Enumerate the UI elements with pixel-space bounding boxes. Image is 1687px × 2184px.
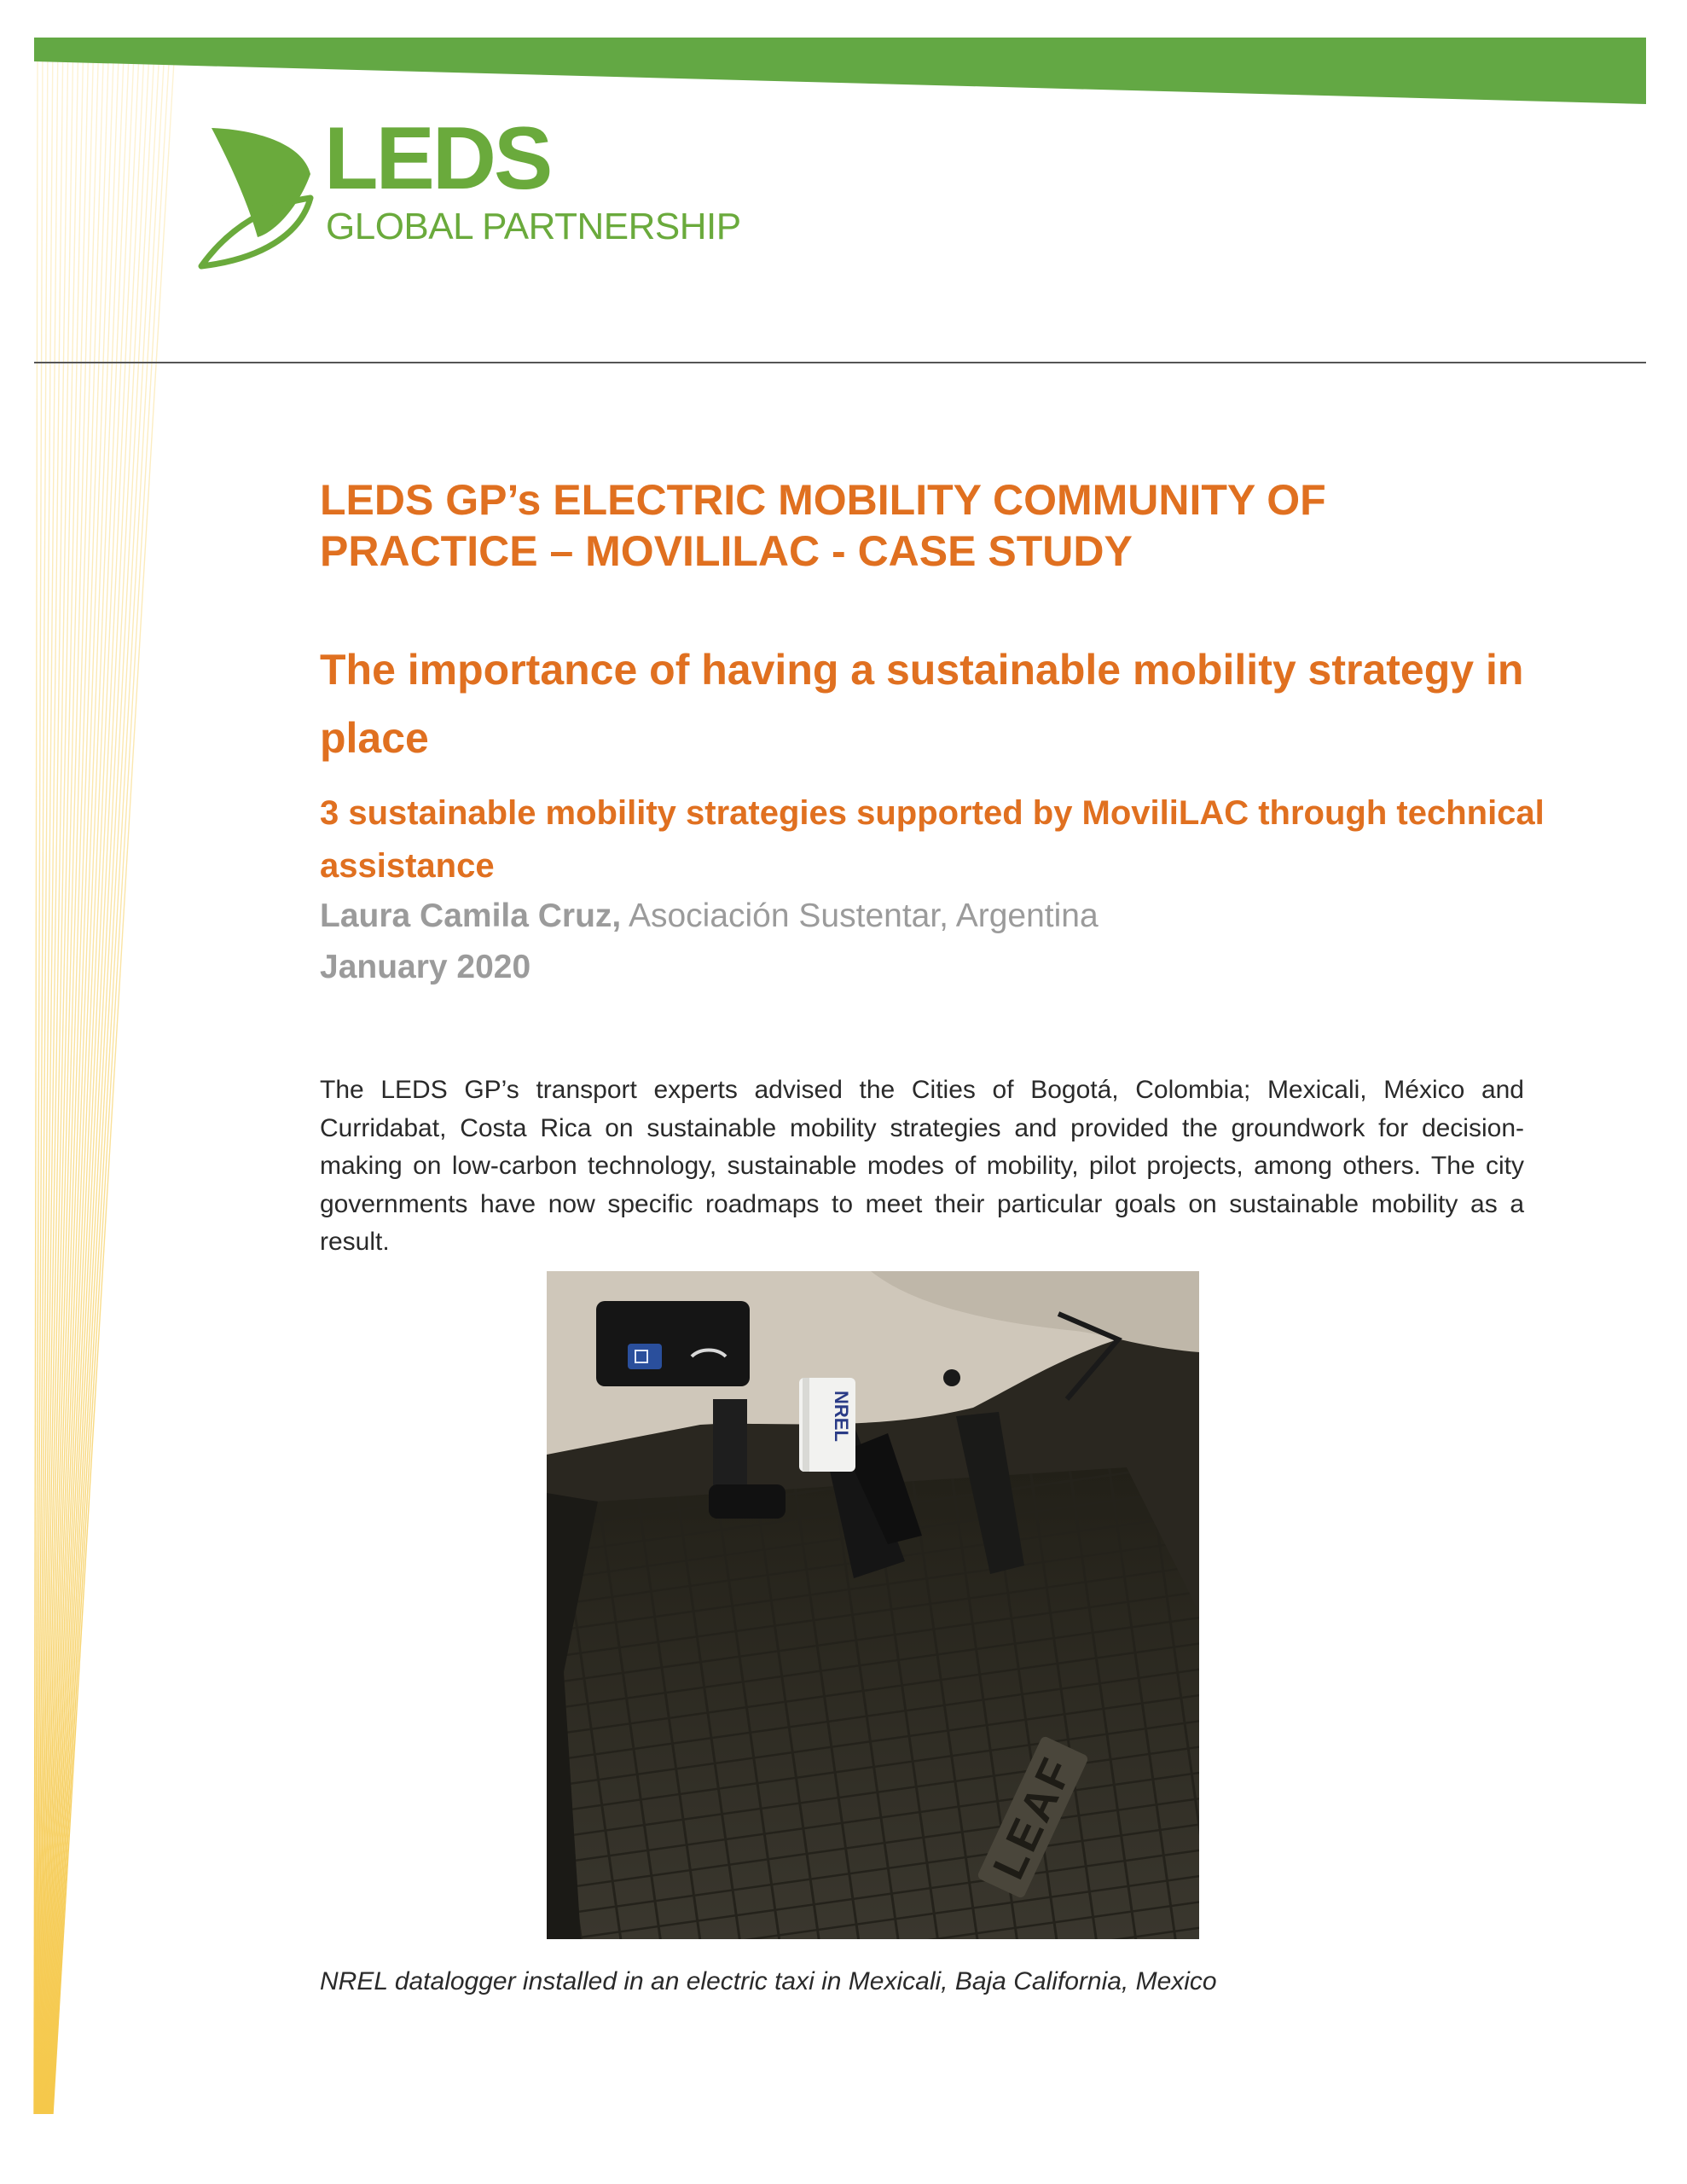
document-subheading: 3 sustainable mobility strategies supported by MoviliLAC through technical assistance — [320, 794, 1545, 885]
document-subtitle: The importance of having a sustainable mobility strategy in place — [320, 646, 1524, 762]
green-top-band — [34, 38, 1646, 104]
fan-line — [46, 61, 124, 2114]
photo-caption: NREL datalogger installed in an electric taxi in Mexicali, Baja California, Mexico — [320, 1967, 1217, 1995]
fan-line — [47, 61, 133, 2114]
mat-emblem-text: LEAF — [983, 1748, 1084, 1887]
author-name: Laura Camila Cruz, — [320, 897, 622, 934]
fan-line — [43, 61, 103, 2114]
fan-lines — [34, 61, 174, 2114]
intro-paragraph: The LEDS GP’s transport experts advised the Cities of Bogotá, Colombia; Mexicali, México and Curridabat, Costa Rica on sustainable mobility strategies and provided the groundwork for decision-making on low-carbon technology, sustainable modes of mobility, pilot projects, among others. The city governments have now specific roadmaps to meet their particular goals on sustainable mobility as a result. — [320, 1076, 1524, 1256]
document-title: LEDS GP’s ELECTRIC MOBILITY COMMUNITY OF PRACTICE – MOVILILAC - CASE STUDY — [320, 476, 1326, 575]
fan-line — [52, 61, 169, 2114]
publication-date: January 2020 — [320, 949, 531, 985]
leaf-icon — [196, 125, 316, 270]
datalogger-label: NREL — [831, 1391, 852, 1442]
author-affiliation: Asociación Sustentar, Argentina — [621, 897, 1099, 934]
author-line — [320, 897, 1099, 935]
logo-wordmark: LEDS — [324, 109, 551, 208]
fan-line — [53, 61, 174, 2114]
datalogger-photo — [547, 1271, 1199, 1939]
logo-tagline: GLOBAL PARTNERSHIP — [326, 206, 741, 247]
fan-line — [50, 61, 154, 2114]
